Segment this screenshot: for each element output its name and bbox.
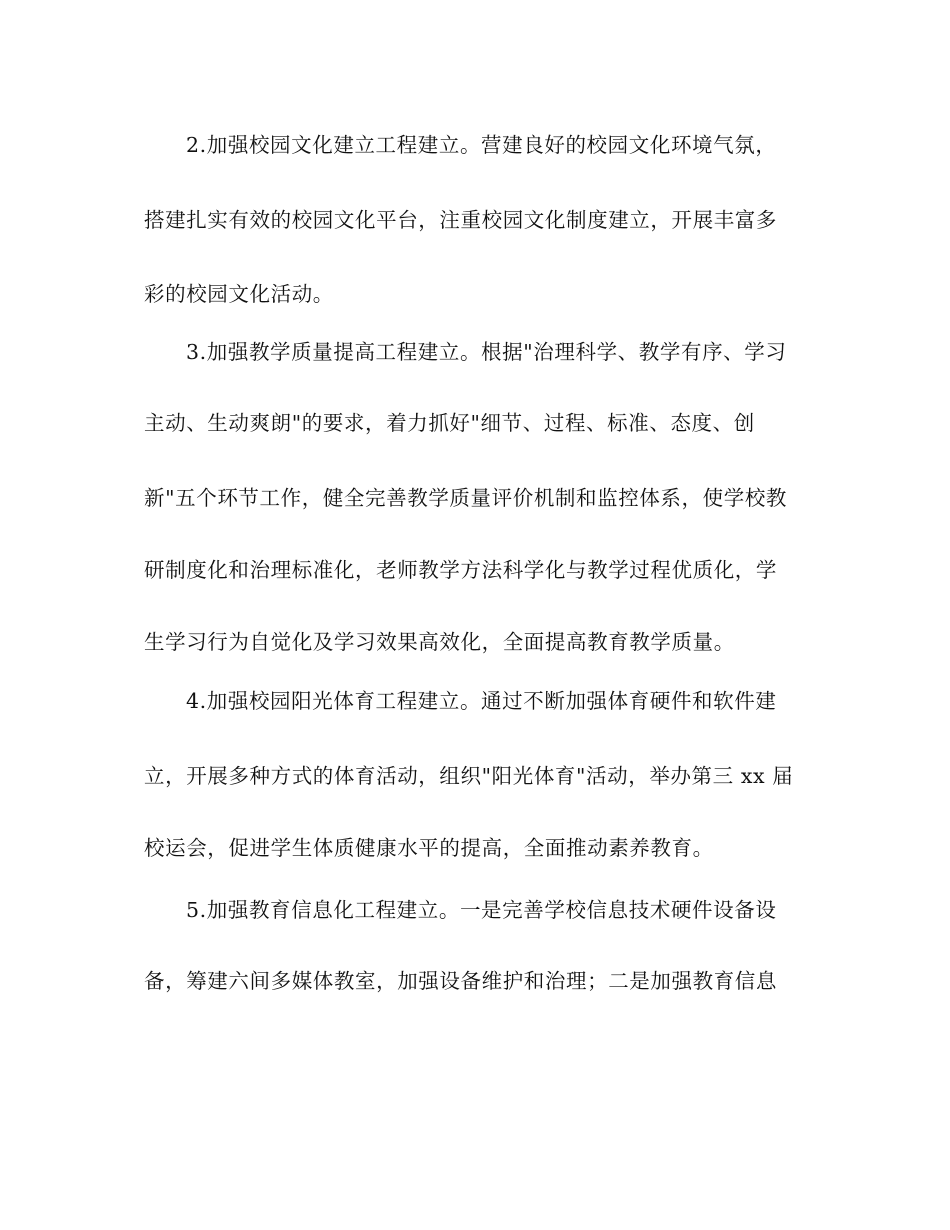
paragraph-3-line-3: 新"五个环节工作，健全完善教学质量评价机制和监控体系，使学校教 bbox=[144, 486, 788, 510]
paragraph-3-line-2: 主动、生动爽朗"的要求，着力抓好"细节、过程、标准、态度、创 bbox=[144, 411, 755, 435]
paragraph-2-line-2: 搭建扎实有效的校园文化平台，注重校园文化制度建立，开展丰富多 bbox=[144, 208, 777, 232]
paragraph-5-line-1: 5.加强教育信息化工程建立。一是完善学校信息技术硬件设备设 bbox=[186, 898, 777, 922]
paragraph-3-line-4: 研制度化和治理标准化，老师教学方法科学化与教学过程优质化，学 bbox=[144, 558, 777, 582]
paragraph-4-line-1: 4.加强校园阳光体育工程建立。通过不断加强体育硬件和软件建 bbox=[186, 689, 777, 713]
paragraph-4-line-3: 校运会，促进学生体质健康水平的提高，全面推动素养教育。 bbox=[144, 836, 714, 860]
paragraph-3-line-1: 3.加强教学质量提高工程建立。根据"治理科学、教学有序、学习 bbox=[186, 340, 787, 364]
paragraph-5-line-2: 备，筹建六间多媒体教室，加强设备维护和治理；二是加强教育信息 bbox=[144, 969, 777, 993]
paragraph-4-line-2: 立，开展多种方式的体育活动，组织"阳光体育"活动，举办第三 xx 届 bbox=[144, 764, 794, 788]
paragraph-3-line-5: 生学习行为自觉化及学习效果高效化，全面提高教育教学质量。 bbox=[144, 630, 735, 654]
paragraph-2-line-1: 2.加强校园文化建立工程建立。营建良好的校园文化环境气氛， bbox=[186, 133, 777, 157]
paragraph-2-line-3: 彩的校园文化活动。 bbox=[144, 282, 334, 306]
